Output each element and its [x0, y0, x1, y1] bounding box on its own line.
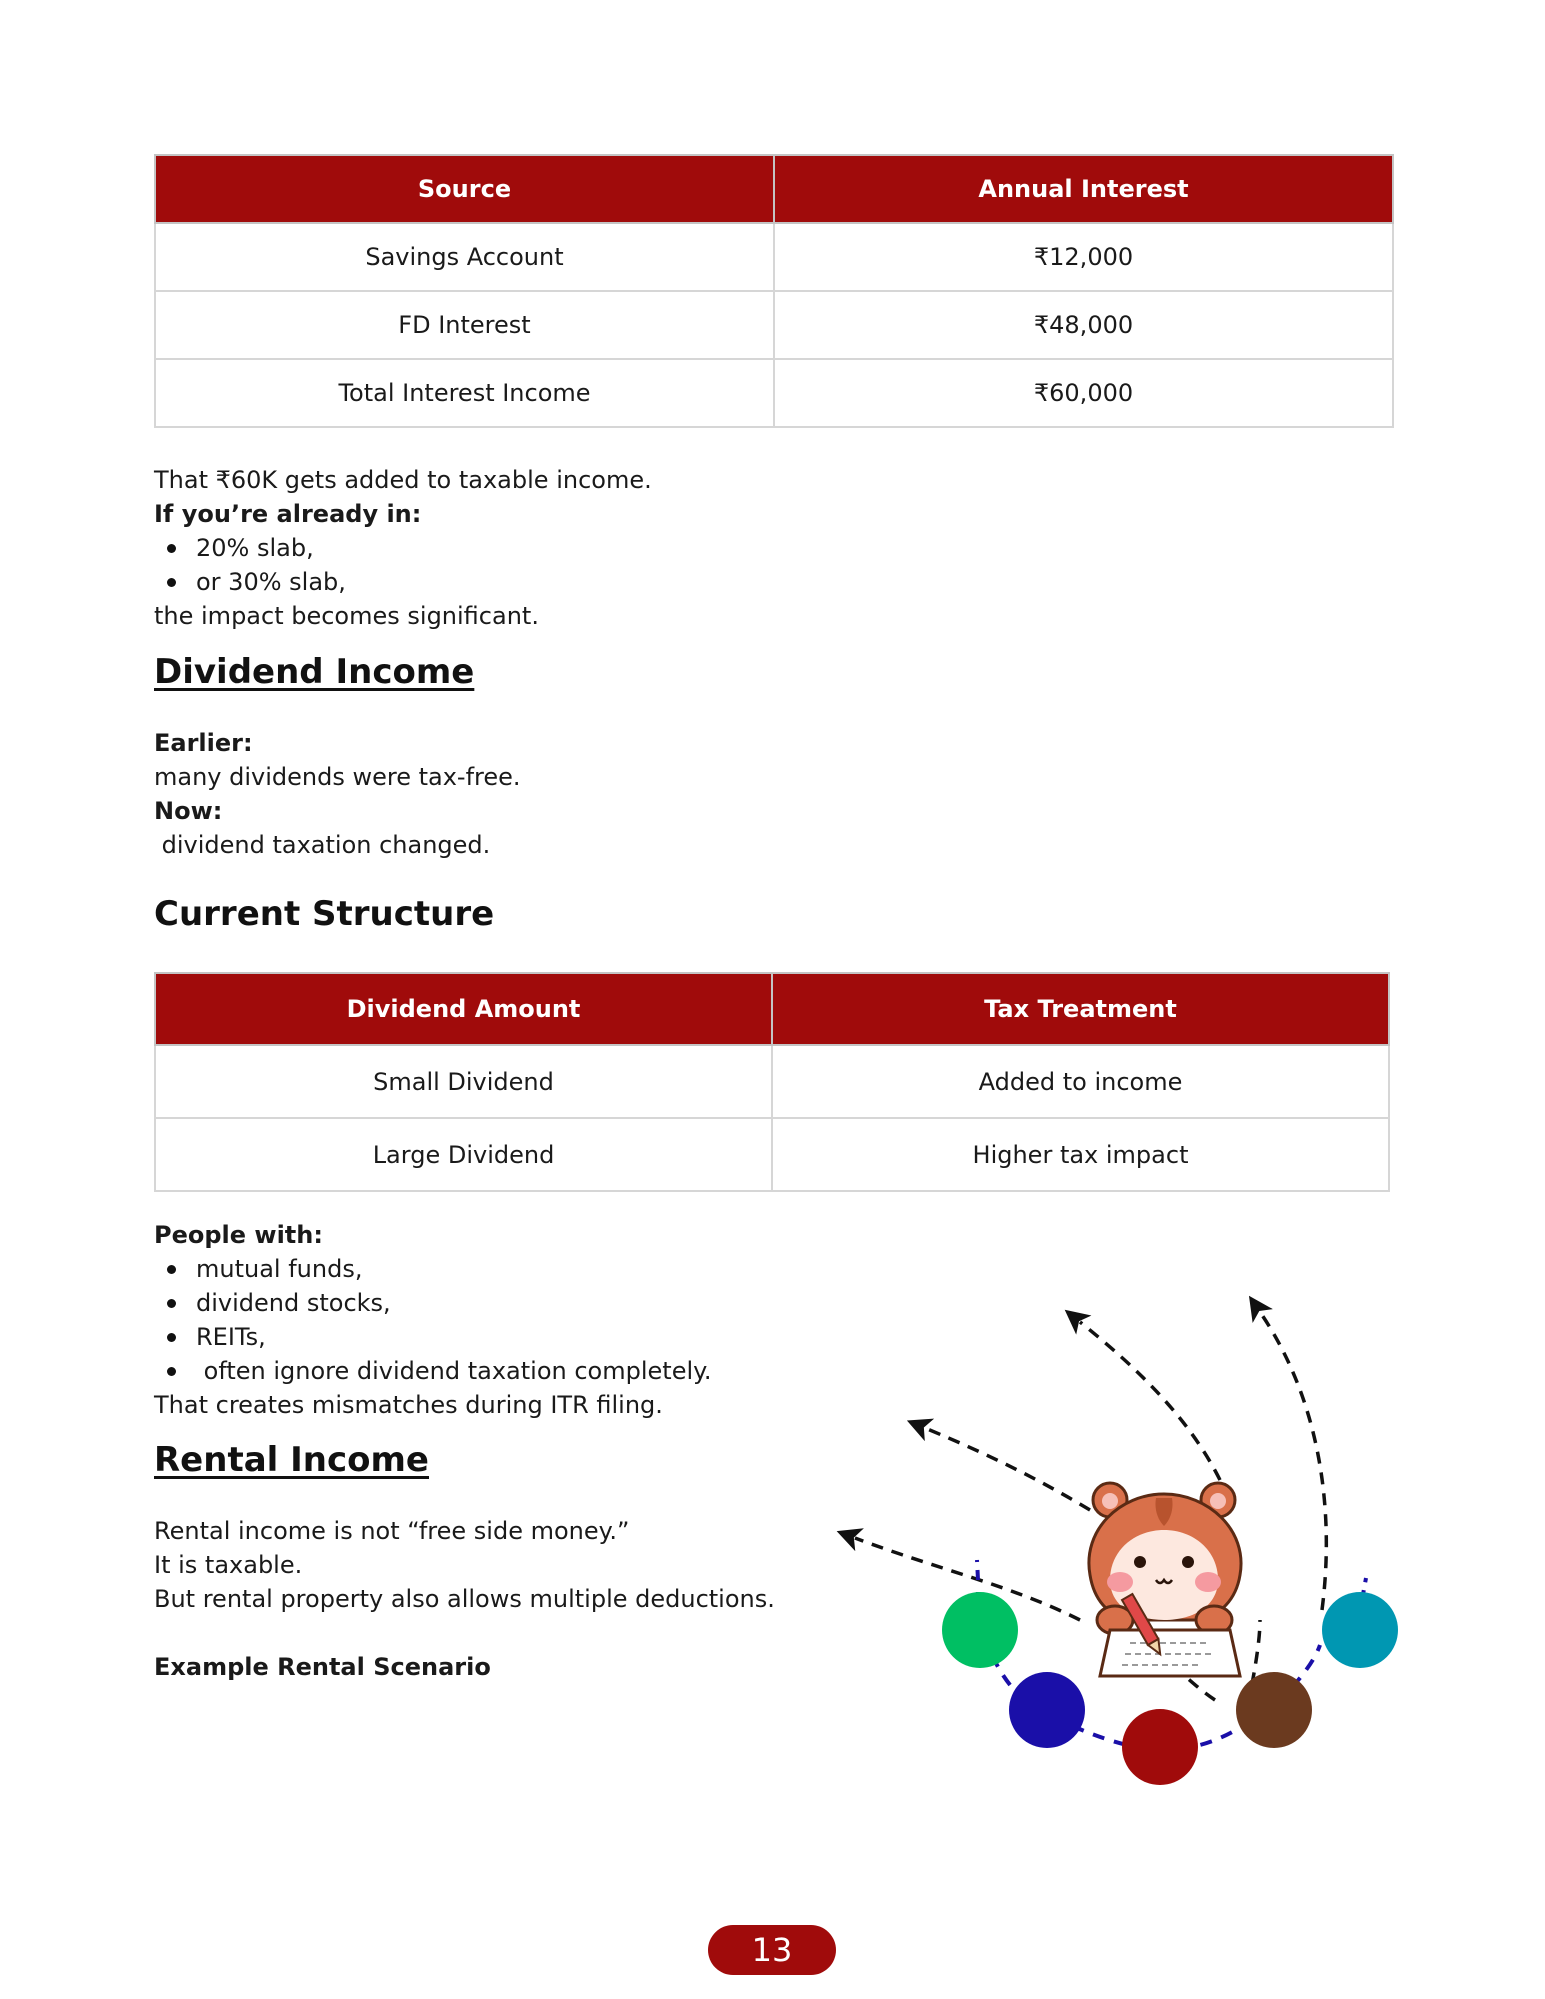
interest-note	[154, 463, 652, 633]
earlier-label: Earlier:	[154, 729, 253, 757]
now-label: Now:	[154, 797, 223, 825]
rental-line: Rental income is not “free side money.”	[154, 1517, 630, 1545]
interest-table	[154, 154, 1394, 428]
arrow-up	[1080, 1322, 1220, 1480]
rental-text	[154, 1514, 775, 1616]
hamster-writing-icon	[760, 1280, 1400, 1840]
table-cell: Higher tax impact	[772, 1118, 1389, 1191]
red-circle	[1122, 1709, 1198, 1785]
brown-circle	[1236, 1672, 1312, 1748]
table-row	[155, 223, 1393, 291]
investment-list	[154, 1252, 712, 1388]
table-cell: ₹48,000	[774, 291, 1393, 359]
hamster	[1089, 1483, 1241, 1676]
page-number-badge: 13	[708, 1925, 836, 1975]
people-block	[154, 1218, 712, 1422]
table-cell: Large Dividend	[155, 1118, 772, 1191]
table-row	[155, 359, 1393, 427]
navy-circle	[1009, 1672, 1085, 1748]
list-item: often ignore dividend taxation completely.	[154, 1354, 712, 1388]
table-row	[155, 1045, 1389, 1118]
column-header: Annual Interest	[774, 155, 1393, 223]
table-cell: ₹60,000	[774, 359, 1393, 427]
rental-line: It is taxable.	[154, 1551, 303, 1579]
impact-line: the impact becomes significant.	[154, 602, 539, 630]
example-rental-label: Example Rental Scenario	[154, 1653, 491, 1681]
column-header: Tax Treatment	[772, 973, 1389, 1045]
arrow-upper-right	[1260, 1312, 1326, 1610]
arrow-upper-left	[925, 1428, 1090, 1510]
green-circle	[942, 1592, 1018, 1668]
table-cell: Savings Account	[155, 223, 774, 291]
section-heading-rental: Rental Income	[154, 1440, 429, 1480]
table-cell: Total Interest Income	[155, 359, 774, 427]
dividend-table	[154, 972, 1390, 1192]
list-item: 20% slab,	[154, 531, 652, 565]
table-header-row	[155, 155, 1393, 223]
table-cell: Small Dividend	[155, 1045, 772, 1118]
list-item: or 30% slab,	[154, 565, 652, 599]
now-text: dividend taxation changed.	[154, 831, 491, 859]
slab-intro: If you’re already in:	[154, 500, 422, 528]
list-item: REITs,	[154, 1320, 712, 1354]
people-label: People with:	[154, 1221, 323, 1249]
section-heading-dividend: Dividend Income	[154, 652, 475, 692]
table-row	[155, 291, 1393, 359]
earlier-text: many dividends were tax-free.	[154, 763, 521, 791]
column-header: Source	[155, 155, 774, 223]
slab-list	[154, 531, 652, 599]
teal-circle	[1322, 1592, 1398, 1668]
list-item: mutual funds,	[154, 1252, 712, 1286]
dividend-history	[154, 726, 521, 862]
table-header-row	[155, 973, 1389, 1045]
column-header: Dividend Amount	[155, 973, 772, 1045]
list-item: dividend stocks,	[154, 1286, 712, 1320]
mismatch-line: That creates mismatches during ITR filing.	[154, 1391, 663, 1419]
rental-line: But rental property also allows multiple deductions.	[154, 1585, 775, 1613]
table-row	[155, 1118, 1389, 1191]
table-cell: Added to income	[772, 1045, 1389, 1118]
table-cell: ₹12,000	[774, 223, 1393, 291]
section-heading-current-structure: Current Structure	[154, 894, 495, 934]
taxable-income-line: That ₹60K gets added to taxable income.	[154, 466, 652, 494]
table-cell: FD Interest	[155, 291, 774, 359]
